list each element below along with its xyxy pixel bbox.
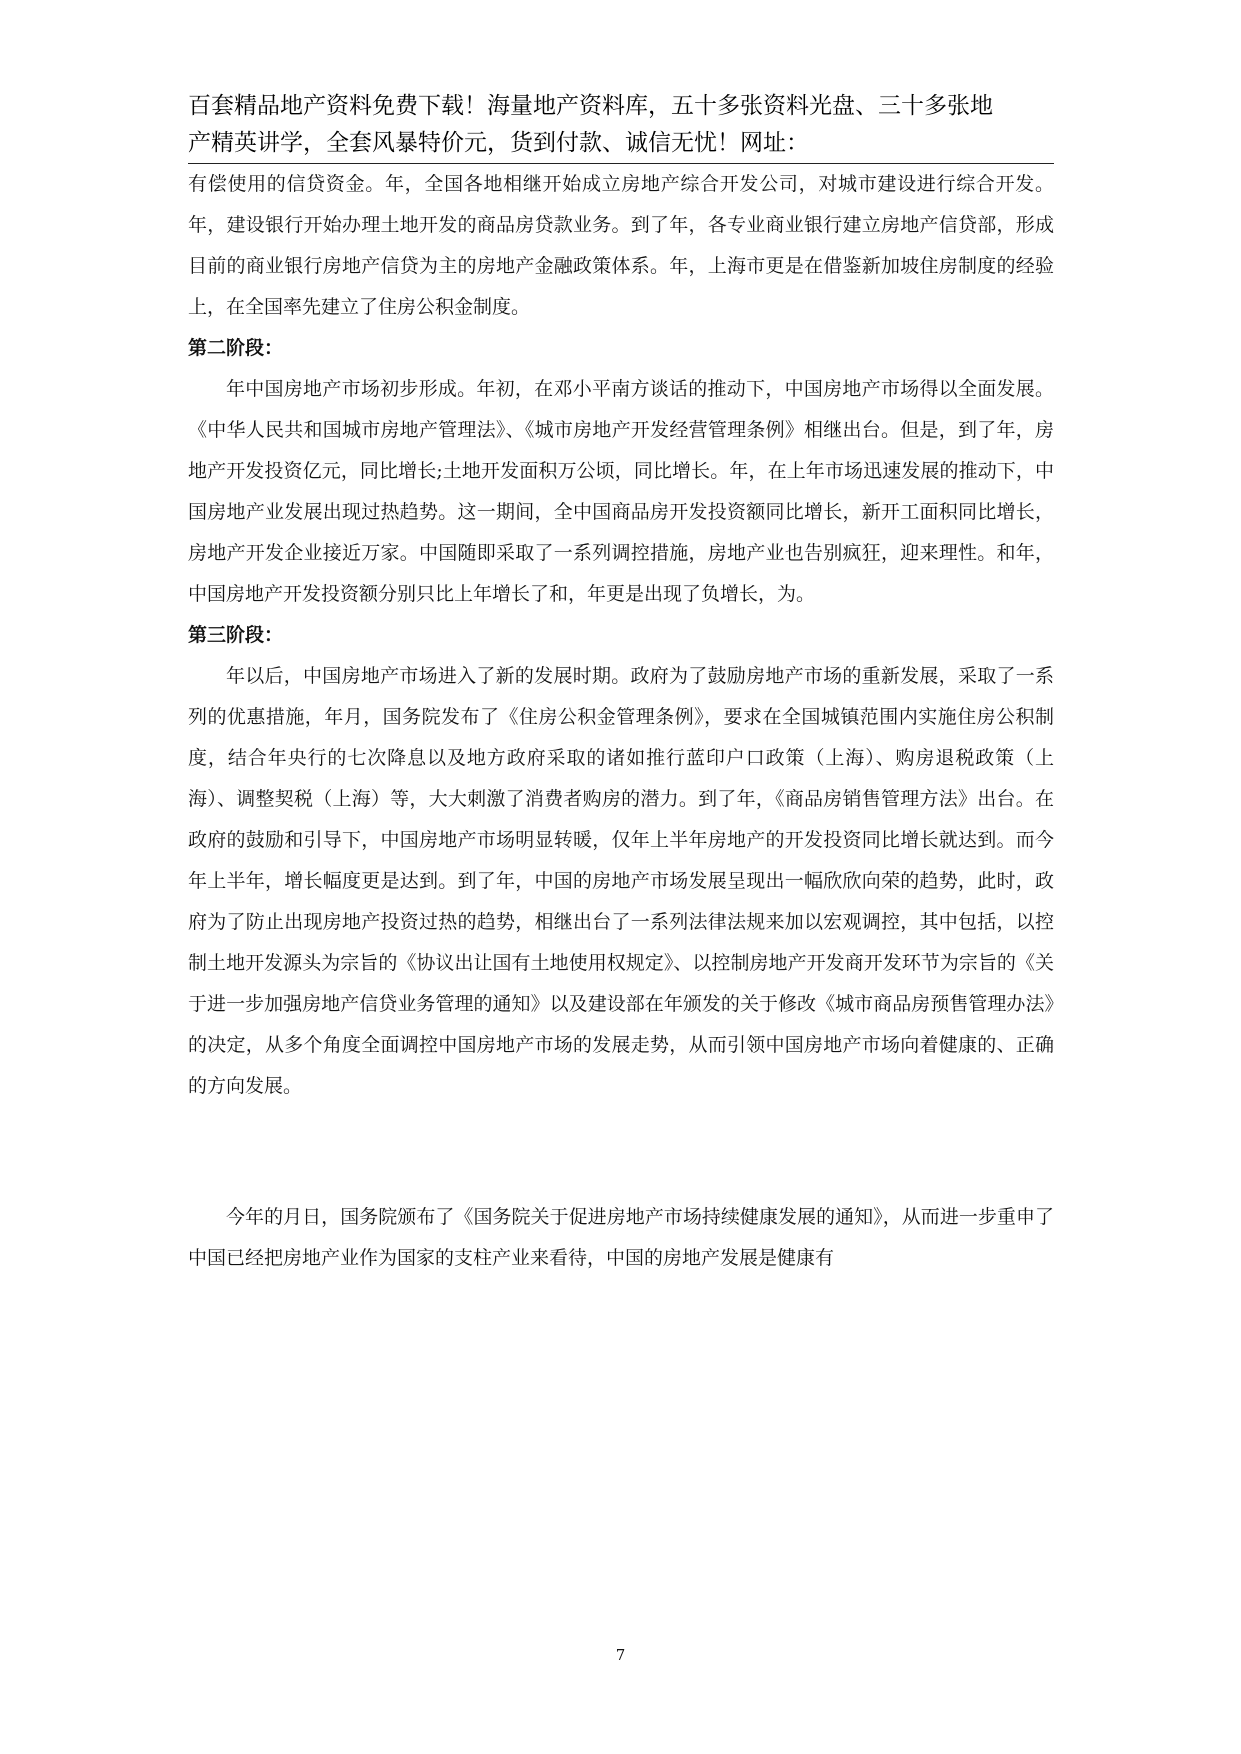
blank-space bbox=[188, 1107, 1054, 1197]
paragraph-stage-3: 年以后，中国房地产市场进入了新的发展时期。政府为了鼓励房地产市场的重新发展，采取了一系列的优惠措施，年月，国务院发布了《住房公积金管理条例》，要求在全国城镇范围内实施住房公积制度，结合年央行的七次降息以及地方政府采取的诸如推行蓝印户口政策（上海）、购房退税政策（上海）、调整契税（上海）等，大大刺激了消费者购房的潜力。到了年，《商品房销售管理方法》出台。在政府的鼓励和引导下，中国房地产市场明显转暖，仅年上半年房地产的开发投资同比增长就达到。而今年上半年，增长幅度更是达到。到了年，中国的房地产市场发展呈现出一幅欣欣向荣的趋势，此时，政府为了防止出现房地产投资过热的趋势，相继出台了一系列法律法规来加以宏观调控，其中包括，以控制土地开发源头为宗旨的《协议出让国有土地使用权规定》、以控制房地产开发商开发环节为宗旨的《关于进一步加强房地产信贷业务管理的通知》以及建设部在年颁发的关于修改《城市商品房预售管理办法》的决定，从多个角度全面调控中国房地产市场的发展走势，从而引领中国房地产市场向着健康的、正确的方向发展。 bbox=[188, 665, 1054, 1097]
page-number: 7 bbox=[615, 1646, 626, 1664]
paragraph-final: 今年的月日，国务院颁布了《国务院关于促进房地产市场持续健康发展的通知》，从而进一步重申了中国已经把房地产业作为国家的支柱产业来看待，中国的房地产发展是健康有 bbox=[188, 1206, 1054, 1269]
heading-stage-2: 第二阶段： bbox=[188, 337, 284, 359]
document-body bbox=[188, 164, 1054, 1279]
header-line-1: 百套精品地产资料免费下载！海量地产资料库，五十多张资料光盘、三十多张地 bbox=[188, 93, 993, 119]
paragraph-intro: 有偿使用的信贷资金。年，全国各地相继开始成立房地产综合开发公司，对城市建设进行综合开发。年，建设银行开始办理土地开发的商品房贷款业务。到了年，各专业商业银行建立房地产信贷部，形成目前的商业银行房地产信贷为主的房地产金融政策体系。年，上海市更是在借鉴新加坡住房制度的经验上，在全国率先建立了住房公积金制度。 bbox=[188, 173, 1054, 318]
header-line-2: 产精英讲学，全套风暴特价元，货到付款、诚信无忧！网址： bbox=[188, 130, 809, 156]
page-header bbox=[188, 88, 1054, 162]
paragraph-stage-2: 年中国房地产市场初步形成。年初，在邓小平南方谈话的推动下，中国房地产市场得以全面发展。《中华人民共和国城市房地产管理法》、《城市房地产开发经营管理条例》相继出台。但是，到了年，房地产开发投资亿元，同比增长;土地开发面积万公顷，同比增长。年，在上年市场迅速发展的推动下，中国房地产业发展出现过热趋势。这一期间，全中国商品房开发投资额同比增长，新开工面积同比增长，房地产开发企业接近万家。中国随即采取了一系列调控措施，房地产业也告别疯狂，迎来理性。和年，中国房地产开发投资额分别只比上年增长了和，年更是出现了负增长，为。 bbox=[188, 378, 1054, 605]
heading-stage-3: 第三阶段： bbox=[188, 624, 284, 646]
